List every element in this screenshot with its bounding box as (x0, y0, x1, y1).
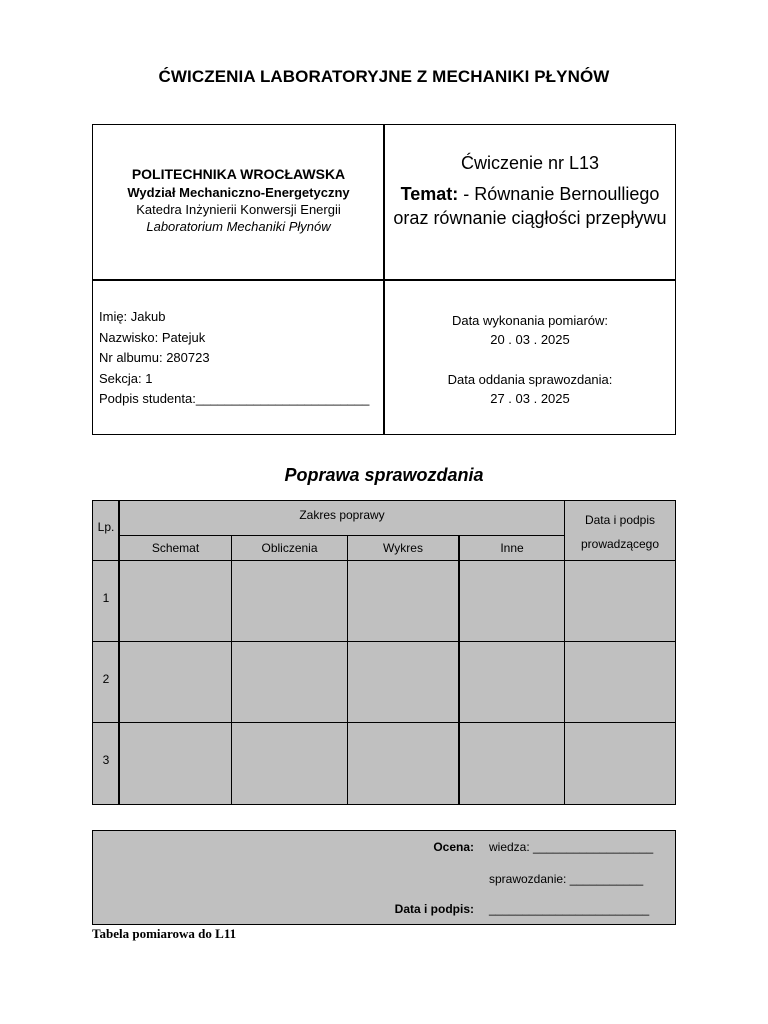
student-album: Nr albumu: 280723 (99, 350, 210, 365)
report-date-value: 27 . 03 . 2025 (490, 391, 570, 406)
row2-inne-cell (458, 641, 565, 723)
grade-box (92, 830, 676, 925)
row1-obliczenia-cell (231, 560, 348, 642)
date-sign-line: ________________________ (489, 902, 650, 916)
date-sign-header (565, 508, 675, 556)
student-section: Sekcja: 1 (99, 370, 153, 386)
date-sign-header-cell (564, 500, 676, 561)
page-title: ĆWICZENIA LABORATORYJNE Z MECHANIKI PŁYNÓW (158, 67, 610, 86)
row1-inne-cell (458, 560, 565, 642)
date-sign-line2: prowadzącego (580, 537, 660, 551)
student-name: Imię: Jakub (99, 309, 166, 324)
student-signature: Podpis studenta:________________________ (99, 391, 370, 406)
faculty-name: Wydział Mechaniczno-Energetyczny (127, 185, 350, 200)
col-wykres-label: Wykres (383, 541, 423, 555)
report-date-label: Data oddania sprawozdania: (447, 372, 613, 387)
measure-date-value: 20 . 03 . 2025 (490, 332, 570, 347)
row1-wykres-cell (347, 560, 459, 642)
university-block (93, 166, 384, 234)
row-number: 1 (102, 591, 110, 605)
row2-schemat-cell (119, 641, 232, 723)
topic-label: Temat: (400, 184, 459, 204)
exercise-topic (385, 182, 675, 230)
row3-inne-cell (458, 722, 565, 805)
university-name: POLITECHNIKA WROCŁAWSKA (131, 166, 346, 182)
table-row-number-cell (92, 560, 120, 642)
row3-schemat-cell (119, 722, 232, 805)
department-name: Katedra Inżynierii Konwersji Energii (136, 202, 341, 217)
laboratory-name: Laboratorium Mechaniki Płynów (146, 219, 331, 234)
header-divider-horizontal (92, 279, 676, 281)
student-info (99, 307, 369, 410)
row3-obliczenia-cell (231, 722, 348, 805)
col-schemat-header (119, 535, 232, 561)
grade-report-line: sprawozdanie: ___________ (489, 872, 644, 886)
row-number: 2 (102, 672, 110, 686)
dates-block (385, 311, 675, 408)
col-inne-header (458, 535, 565, 561)
student-surname: Nazwisko: Patejuk (99, 329, 206, 345)
scope-header-cell (119, 500, 565, 536)
measure-date-label: Data wykonania pomiarów: (451, 313, 609, 328)
table-row-number-cell (92, 641, 120, 723)
row1-date-sign-cell (564, 560, 676, 642)
correction-heading: Poprawa sprawozdania (284, 465, 484, 485)
row-number: 3 (102, 753, 110, 767)
col-schemat-label: Schemat (151, 541, 200, 555)
scope-header: Zakres poprawy (299, 508, 385, 522)
col-obliczenia-label: Obliczenia (261, 541, 318, 555)
col-obliczenia-header (231, 535, 348, 561)
col-inne-label: Inne (500, 541, 524, 555)
col-wykres-header (347, 535, 459, 561)
row3-date-sign-cell (564, 722, 676, 805)
table-row-number-cell (92, 722, 120, 805)
topic-text: - Równanie Bernoulliego oraz równanie ciągłości przepływu (393, 184, 667, 228)
correction-table (92, 500, 676, 805)
exercise-number: Ćwiczenie nr L13 (460, 153, 600, 173)
row3-wykres-cell (347, 722, 459, 805)
date-sign-label: Data i podpis: (394, 902, 474, 916)
grade-label: Ocena: (433, 840, 474, 854)
grade-knowledge-line: wiedza: __________________ (489, 840, 654, 854)
row2-wykres-cell (347, 641, 459, 723)
lp-header-cell (92, 500, 120, 561)
date-sign-line1: Data i podpis (584, 513, 656, 527)
row2-date-sign-cell (564, 641, 676, 723)
lp-header: Lp. (97, 520, 115, 534)
row1-schemat-cell (119, 560, 232, 642)
exercise-block (385, 151, 675, 230)
row2-obliczenia-cell (231, 641, 348, 723)
footer-caption: Tabela pomiarowa do L11 (92, 926, 237, 941)
